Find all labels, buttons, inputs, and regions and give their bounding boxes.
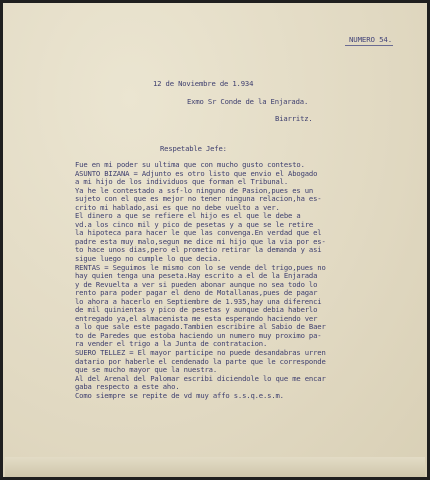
body-line: a lo que sale este pagado.Tambien escribire al Sabio de Baer xyxy=(75,322,326,332)
body-line: Al del Arenal del Palomar escribi diciendole lo que me encar xyxy=(75,373,326,383)
body-line: y de Revuelta a ver si pueden abonar aunque no sea todo lo xyxy=(75,279,318,289)
body-line: entregado ya,el almacenista me esta esperando haciendo ver xyxy=(75,313,318,323)
body-line: RENTAS = Seguimos le mismo con lo se vende del trigo,pues no xyxy=(75,262,326,272)
salutation: Respetable Jefe: xyxy=(160,144,227,153)
body-line: SUERO TELLEZ = El mayor participe no puede desandabras urren xyxy=(75,348,326,358)
body-line: vd.a los cinco mil y pico de pesetas y a que se le retire xyxy=(75,219,314,229)
body-line: rento para poder pagar el deno de Motallanas,pues de pagar xyxy=(75,288,318,298)
body-line: sujeto con el que es mejor no tener ninguna relacion,ha es- xyxy=(75,194,322,204)
body-line: Ya he le contestado a ssf-lo ninguno de Pasion,pues es un xyxy=(75,185,314,195)
body-line: que se mucho mayor que la nuestra. xyxy=(75,365,218,375)
body-line: El dinero a que se refiere el hijo es el que le debe a xyxy=(75,211,301,221)
letter-body xyxy=(75,161,326,400)
letter-date: 12 de Noviembre de 1.934 xyxy=(153,79,254,88)
city-line: Biarritz. xyxy=(275,114,313,123)
body-line: padre esta muy malo,segun me dice mi hijo que la via por es- xyxy=(75,236,326,246)
body-line: gaba respecto a este aho. xyxy=(75,382,180,392)
body-line: a mi hijo de los individuos que forman el Tribunal. xyxy=(75,177,289,187)
number-underline xyxy=(345,45,393,46)
body-line: de mil quinientas y pico de pesetas y aunque debia haberlo xyxy=(75,305,318,315)
body-line: Fue en mi poder su ultima que con mucho gusto contesto. xyxy=(75,160,305,169)
body-line: hay quien tenga una peseta.Hay escrito a el de la Enjarada xyxy=(75,271,318,281)
body-line: sigue luego no cumple lo que decia. xyxy=(75,254,222,264)
body-line: to hace unos dias,pero el prometio retirar la demanda y asi xyxy=(75,245,322,255)
document-number: NUMERO 54. xyxy=(349,35,392,44)
body-line: lo ahora a hacerlo en Septiembre de 1.935,hay una diferenci xyxy=(75,296,322,306)
body-line: ASUNTO BIZANA = Adjunto es otro listo que envio el Abogado xyxy=(75,168,318,178)
page-bottom-shadow xyxy=(5,457,425,477)
body-line: crito mi hablado,asi es que no debe vuelto a ver. xyxy=(75,202,280,212)
body-line: ra vender el trigo a la Junta de contratacion. xyxy=(75,339,268,349)
body-line: datario por haberle el cendenado la parte que le corresponde xyxy=(75,356,326,366)
body-line: la hipoteca para hacer le que las convenga.En verdad que el xyxy=(75,228,322,238)
letter-page xyxy=(3,3,427,477)
body-line: to de Paredes que estoba haciendo un numero muy proximo pa- xyxy=(75,330,322,340)
addressee-line: Exmo Sr Conde de la Enjarada. xyxy=(187,97,309,106)
body-line: Como siempre se repite de vd muy affo s.s.q.e.s.m. xyxy=(75,390,284,400)
